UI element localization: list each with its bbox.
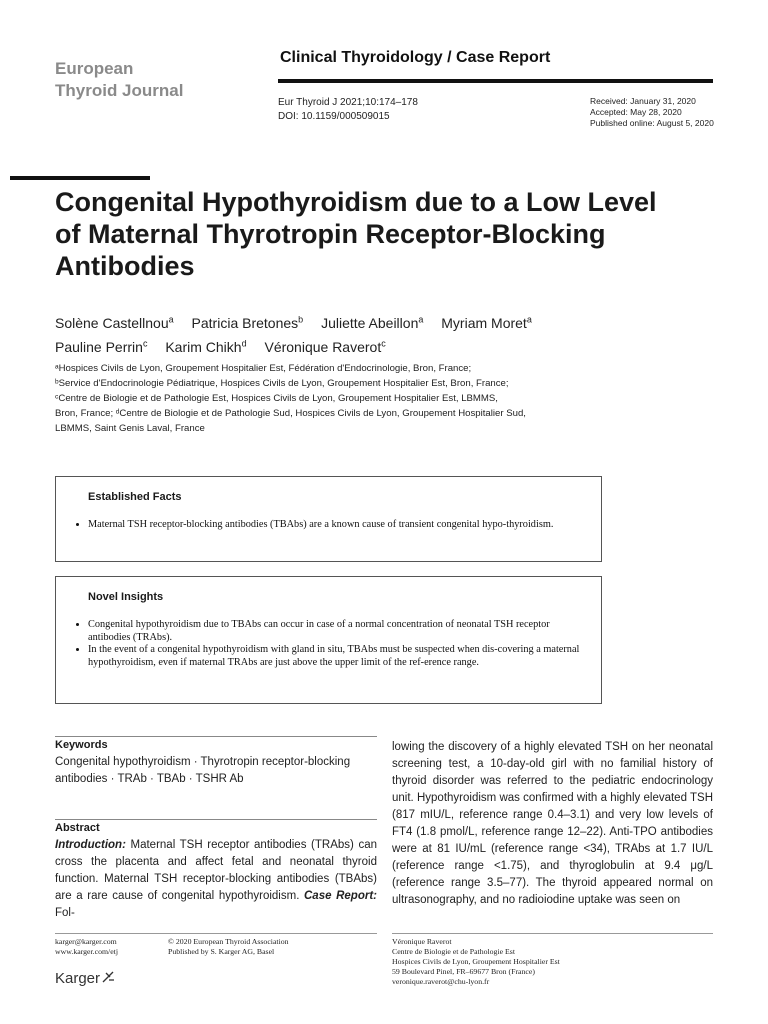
abstract-column-2: lowing the discovery of a highly elevated TSH on her neonatal screening test, a 10-day-old girl with no familial history of thyroid disorder was referred to the pediatric endocrinology unit. Hypothyroidism was confirmed with a highly elevated TSH (817 mIU/L, reference range 0.4–3.1) and very low levels of FT4 (1.8 pmol/L, reference range 12–22). Anti-TPO antibodies were at 81 IU/mL (reference range <34), TRAbs at 1.7 IU/L (reference range <1.75), and thyroglobulin at 9.4 μg/L (reference range 3.5–77). The thyroid appeared normal on ultrasonography, and no radioiodine uptake was seen on xyxy=(392,741,713,906)
affiliation-line: ᵇService d'Endocrinologie Pédiatrique, Hospices Civils de Lyon, Groupement Hospitalier Est, Bron, France; xyxy=(55,378,509,389)
published-date: Published online: August 5, 2020 xyxy=(590,118,714,128)
karger-logo-text: Karger xyxy=(55,970,101,987)
author: Véronique Raverot$^c$ xyxy=(264,338,386,356)
list-item: • Congenital hypothyroidism due to TBAbs can occur in case of a normal concentration of neonatal TSH receptor antibodies (TRAbs). xyxy=(88,619,587,644)
author-list xyxy=(55,309,655,358)
novel-insights-heading: Novel Insights xyxy=(88,591,164,603)
novel-insights-box xyxy=(55,576,602,704)
list-item: • In the event of a congenital hypothyroidism with gland in situ, TBAbs must be suspected when dis-covering a maternal hypothyroidism, even if maternal TRAbs are just above the upper limit of the ref-erence range. xyxy=(88,644,587,669)
case-label: Case Report: xyxy=(304,890,377,902)
intro-text: Maternal TSH receptor antibodies (TRAbs) can cross the placenta and affect fetal and neonatal thyroid function. Maternal TSH receptor-blocking antibodies (TBAbs) are a rare cause of congenital hypothyroidism. xyxy=(55,839,377,902)
journal-name-line2: Thyroid Journal xyxy=(55,81,184,100)
intro-label: Introduction: xyxy=(55,839,126,851)
keywords-heading: Keywords xyxy=(55,739,108,751)
footer-rule-left xyxy=(55,933,377,934)
author: Juliette Abeillon$^a$ xyxy=(321,314,424,331)
title-rule xyxy=(10,176,150,180)
article-title: Congenital Hypothyroidism due to a Low Level of Maternal Thyrotropin Receptor-Blocking Antibodies xyxy=(55,187,657,281)
abstract-text xyxy=(55,837,377,922)
karger-logo xyxy=(55,970,115,987)
corr-line: Centre de Biologie et de Pathologie Est xyxy=(392,947,515,956)
corr-line: 59 Boulevard Pinel, FR–69677 Bron (France) xyxy=(392,967,535,976)
established-facts-list xyxy=(70,519,587,532)
publisher-text: Published by S. Karger AG, Basel xyxy=(168,947,275,956)
affiliation-line: Bron, France; ᵈCentre de Biologie et de Pathologie Sud, Hospices Civils de Lyon, Groupement Hospitalier Sud, xyxy=(55,408,526,419)
list-item: • Maternal TSH receptor-blocking antibodies (TBAbs) are a known cause of transient congenital hypo-thyroidism. xyxy=(88,519,587,532)
affiliations xyxy=(55,361,615,436)
established-facts-heading: Established Facts xyxy=(88,491,182,503)
footer-contact xyxy=(55,937,118,957)
doi[interactable]: DOI: 10.1159/000509015 xyxy=(278,111,390,122)
corr-line: Hospices Civils de Lyon, Groupement Hospitalier Est xyxy=(392,957,560,966)
author: Myriam Moret$^a$ xyxy=(441,314,532,331)
dates-block xyxy=(590,96,714,129)
corr-name: Véronique Raverot xyxy=(392,937,452,946)
citation: Eur Thyroid J 2021;10:174–178 xyxy=(278,97,418,108)
affiliation-line: ᵃHospices Civils de Lyon, Groupement Hospitalier Est, Fédération d'Endocrinologie, Bron, France; xyxy=(55,363,472,374)
copyright-text: © 2020 European Thyroid Association xyxy=(168,937,289,946)
author: Solène Castellnou$^a$ xyxy=(55,314,174,331)
author: Karim Chikh$^d$ xyxy=(165,338,247,356)
correspondence xyxy=(392,937,560,987)
corr-email[interactable]: veronique.raverot@chu-lyon.fr xyxy=(392,977,490,986)
received-date: Received: January 31, 2020 xyxy=(590,96,696,106)
established-facts-box xyxy=(55,476,602,562)
author: Pauline Perrin$^c$ xyxy=(55,338,148,356)
section-title: Clinical Thyroidology / Case Report xyxy=(280,49,551,66)
affiliation-line: LBMMS, Saint Genis Laval, France xyxy=(55,423,205,434)
author: Patricia Bretones$^b$ xyxy=(191,314,304,331)
footer-email[interactable]: karger@karger.com xyxy=(55,937,117,946)
journal-name-line1: European xyxy=(55,59,134,78)
novel-insights-list xyxy=(70,619,587,669)
keywords-text: Congenital hypothyroidism · Thyrotropin receptor-blocking antibodies · TRAb · TBAb · TSHR Ab xyxy=(55,756,351,785)
footer-copyright xyxy=(168,937,289,957)
karger-star-icon xyxy=(101,970,115,984)
citation-block xyxy=(278,96,418,124)
abstract-heading: Abstract xyxy=(55,822,100,834)
case-text: Fol- xyxy=(55,907,75,919)
abstract-rule xyxy=(55,819,377,820)
accepted-date: Accepted: May 28, 2020 xyxy=(590,107,682,117)
footer-rule-right xyxy=(392,933,713,934)
keywords-rule xyxy=(55,736,377,737)
footer-web[interactable]: www.karger.com/etj xyxy=(55,947,119,956)
affiliation-line: ᶜCentre de Biologie et de Pathologie Est, Hospices Civils de Lyon, Groupement Hospitalier Est, LBMMS, xyxy=(55,393,498,404)
journal-name xyxy=(55,58,183,102)
header-rule xyxy=(278,79,713,83)
